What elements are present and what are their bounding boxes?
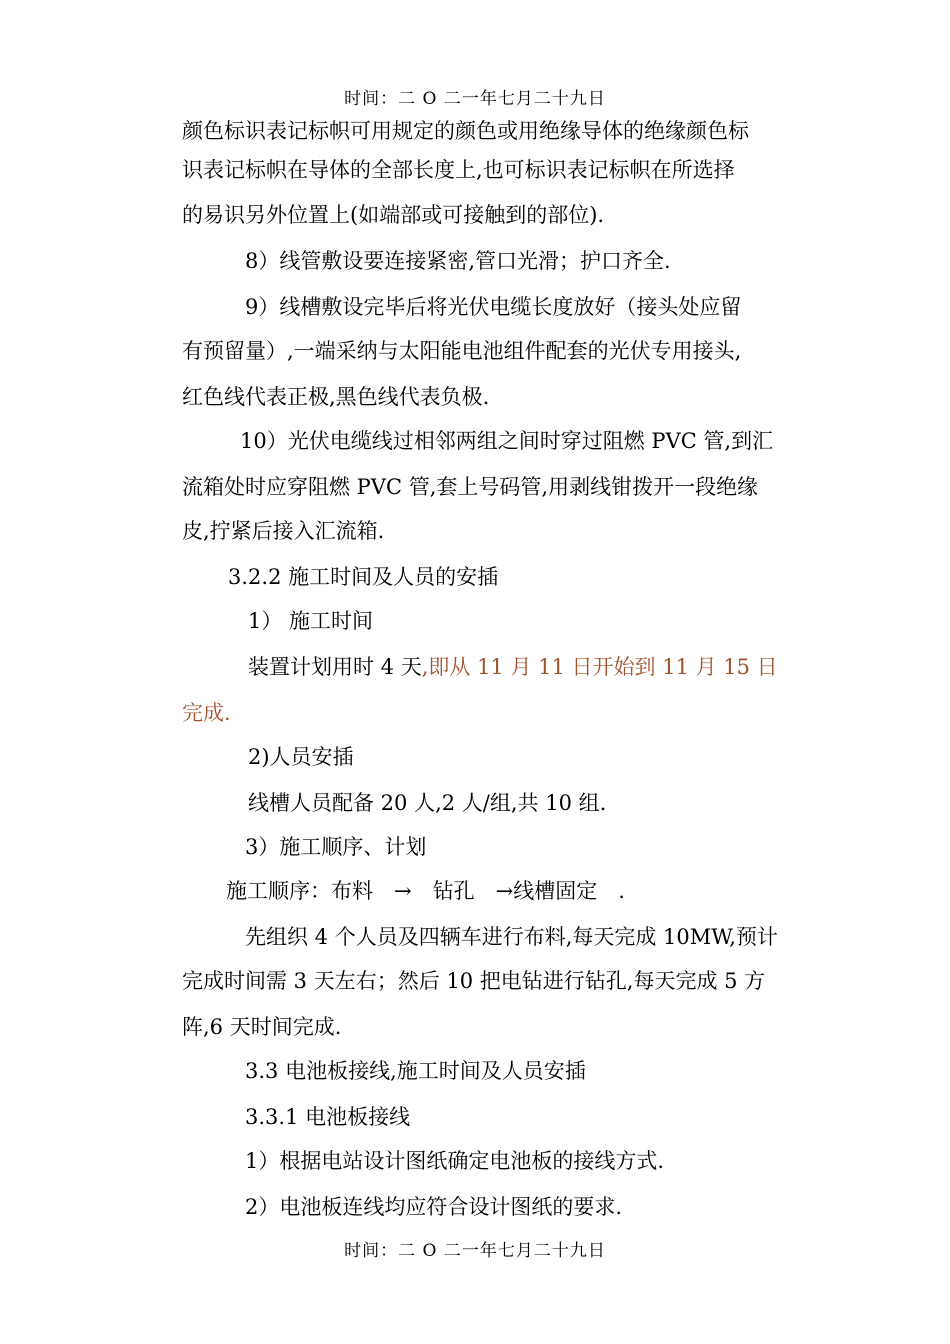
- text-line: 9）线槽敷设完毕后将光伏电缆长度放好（接头处应留: [245, 295, 742, 319]
- text-line: 阵,6 天时间完成.: [182, 1015, 342, 1039]
- text-line: 识表记标帜在导体的全部长度上,也可标识表记标帜在所选择: [182, 158, 735, 182]
- text-line: 有预留量）,一端采纳与太阳能电池组件配套的光伏专用接头,: [182, 339, 742, 363]
- text-line: 2）电池板连线均应符合设计图纸的要求.: [245, 1195, 623, 1219]
- text-line: [248, 654, 778, 680]
- text-line: 线槽人员配备 20 人,2 人/组,共 10 组.: [248, 791, 607, 815]
- text-line: 的易识另外位置上(如端部或可接触到的部位).: [182, 203, 605, 227]
- page-header-date: 时间：二 O 二一年七月二十九日: [344, 89, 606, 109]
- text-line: 红色线代表正极,黑色线代表负极.: [182, 385, 490, 409]
- plan-dates-highlight-end: 完成.: [182, 701, 231, 725]
- text-line: 先组织 4 个人员及四辆车进行布料,每天完成 10MW,预计: [245, 925, 778, 949]
- section-heading-3-3-1: 3.3.1 电池板接线: [245, 1105, 411, 1129]
- page-footer-date: 时间：二 O 二一年七月二十九日: [344, 1241, 606, 1261]
- subheading-construction-time: 1） 施工时间: [248, 609, 374, 633]
- text-line: 完成时间需 3 天左右；然后 10 把电钻进行钻孔,每天完成 5 方: [182, 969, 766, 993]
- text-line: 施工顺序：布料 → 钻孔 →线槽固定 .: [226, 879, 625, 903]
- section-heading-3-3: 3.3 电池板接线,施工时间及人员安插: [245, 1059, 586, 1083]
- text-line: 10）光伏电缆线过相邻两组之间时穿过阻燃 PVC 管,到汇: [240, 429, 774, 453]
- text-line: 皮,拧紧后接入汇流箱.: [182, 519, 385, 543]
- plan-duration-text: 装置计划用时 4 天: [248, 655, 422, 679]
- text-line: 颜色标识表记标帜可用规定的颜色或用绝缘导体的绝缘颜色标: [182, 119, 749, 143]
- section-heading-3-2-2: 3.2.2 施工时间及人员的安插: [228, 565, 499, 589]
- text-line: 流箱处时应穿阻燃 PVC 管,套上号码管,用剥线钳拨开一段绝缘: [182, 475, 759, 499]
- plan-dates-highlight: ,即从 11 月 11 日开始到 11 月 15 日: [421, 655, 778, 679]
- subheading-sequence-plan: 3）施工顺序、计划: [245, 835, 427, 859]
- text-line: 1）根据电站设计图纸确定电池板的接线方式.: [245, 1149, 665, 1173]
- subheading-staffing: 2)人员安插: [248, 745, 354, 769]
- text-line: 8）线管敷设要连接紧密,管口光滑；护口齐全.: [245, 249, 671, 273]
